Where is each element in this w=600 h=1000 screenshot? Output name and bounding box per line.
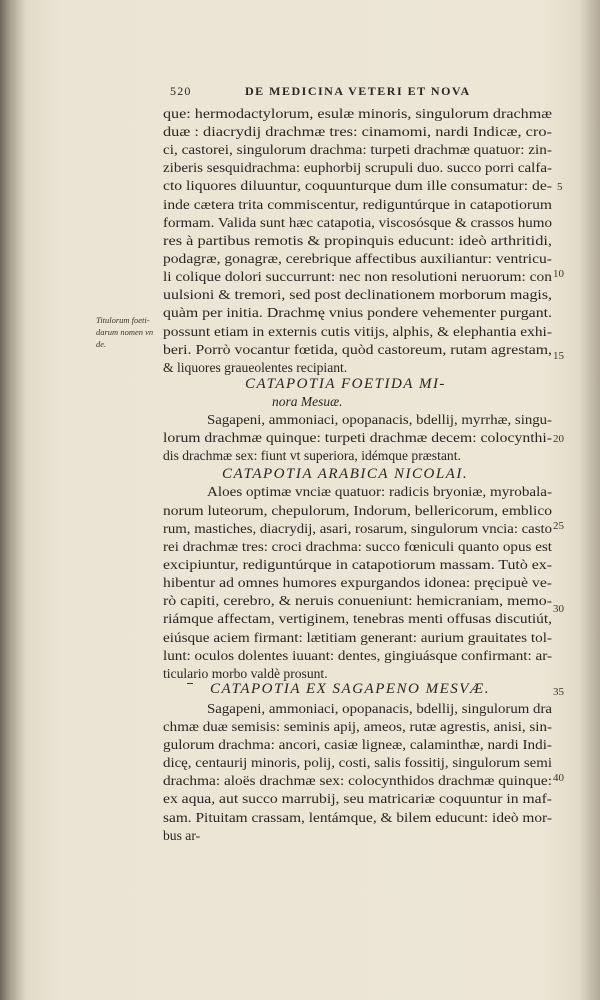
text-line: ticulario morbo valdè prosunt. bbox=[163, 666, 328, 681]
margin-note-line: darum nomen vn bbox=[96, 327, 154, 337]
text-line: quàm per initia. Drachmę vnius pondere vehementer purgant. bbox=[163, 305, 552, 320]
text-line: eiúsque aciem firmant: lætitiam generant: aurium grauitates tol- bbox=[163, 630, 552, 645]
text-line: riámque affectam, vertiginem, tenebras menti offusas discutiút, bbox=[163, 611, 552, 626]
text-line: Sagapeni, ammoniaci, opopanacis, bdellij, singulorum dra bbox=[207, 701, 552, 716]
text-line: chmæ duæ semisis: seminis apij, ameos, rutæ agrestis, anisi, sin- bbox=[163, 719, 552, 734]
text-line: que: hermodactylorum, esulæ minoris, singulorum drachmæ bbox=[163, 106, 552, 121]
page-number: 520 bbox=[170, 84, 192, 98]
line-number: 30 bbox=[553, 603, 564, 615]
line-number: 10 bbox=[553, 268, 564, 280]
text-line: drachma: aloës drachmæ sex: colocynthidos drachmæ quinque: bbox=[163, 773, 552, 788]
section-heading: CATAPOTIA EX SAGAPENO MESVÆ. bbox=[210, 681, 491, 697]
section-heading: CATAPOTIA ARABICA NICOLAI. bbox=[222, 466, 469, 482]
text-line: norum luteorum, chepulorum, Indorum, bellericorum, emblico bbox=[163, 503, 552, 518]
text-line: lorum drachmæ quinque: turpeti drachmæ decem: colocynthi- bbox=[163, 430, 552, 445]
text-line: formam. Valida sunt hæc catapotia, viscosósque & crassos humo bbox=[163, 215, 552, 230]
margin-note-line: de. bbox=[96, 339, 107, 349]
text-line: sam. Pituitam crassam, lentámque, & bilem educunt: ideò mor- bbox=[163, 810, 552, 825]
text-line: & liquores graueolentes recipiant. bbox=[163, 360, 348, 375]
text-line: ziberis sesquidrachma: euphorbij scrupuli duo. succo porri calfa- bbox=[163, 160, 552, 175]
running-title: DE MEDICINA VETERI ET NOVA bbox=[245, 84, 471, 98]
text-line: beri. Porrò vocantur fœtida, quòd castoreum, rutam agrestam, bbox=[163, 342, 552, 357]
text-line: rò capiti, cerebro, & neruis conueniunt: hemicraniam, memo- bbox=[163, 593, 552, 608]
text-line: ex aqua, aut succo marrubij, seu matricariæ coquuntur in maf- bbox=[163, 791, 552, 806]
text-line: excipiuntur, rediguntúrque in catapotiorum massam. Tutò ex- bbox=[163, 557, 552, 572]
text-line: gulorum drachma: ancori, casiæ ligneæ, calaminthæ, nardi Indi- bbox=[163, 737, 552, 752]
text-line: hibentur ad omnes humores expurgandos idonea: pręcipuè ve- bbox=[163, 575, 552, 590]
text-line: lunt: oculos dolentes iuuant: dentes, gingiuásque confirmant: ar- bbox=[163, 648, 552, 663]
text-line: cto liquores diluuntur, coquunturque dum ille consumatur: de- bbox=[163, 178, 552, 193]
line-number: 40 bbox=[553, 772, 564, 784]
section-heading: CATAPOTIA FOETIDA MI- bbox=[245, 376, 446, 392]
text-line: dis drachmæ sex: fiunt vt superiora, idémque præstant. bbox=[163, 448, 461, 463]
section-subheading: nora Mesuæ. bbox=[272, 394, 343, 409]
text-line: bus ar- bbox=[163, 828, 201, 843]
text-line: ci, castorei, singulorum drachma: turpeti drachmæ quatuor: zin- bbox=[163, 142, 552, 157]
text-line: Aloes optimæ vnciæ quatuor: radicis bryoniæ, myrobala- bbox=[207, 484, 552, 499]
text-line: possunt etiam in externis cutis vitijs, alphis, & elephantia exhi- bbox=[163, 324, 552, 339]
text-line: rum, mastiches, diacrydij, asari, rosarum, singulorum vncia: casto bbox=[163, 521, 552, 536]
text-line: uulsioni & tremori, sed post declinationem morborum magis, bbox=[163, 287, 552, 302]
text-line: duæ : diacrydij drachmæ tres: cinamomi, nardi Indicæ, cro- bbox=[163, 124, 552, 139]
text-line: li colique dolori succurrunt: nec non resolutioni neruorum: con bbox=[163, 269, 552, 284]
text-line: rei drachmæ tres: croci drachma: succo fœniculi quanto opus est bbox=[163, 539, 552, 554]
text-line: podagræ, gonagræ, cerebrique affectibus auxiliantur: ventricu- bbox=[163, 251, 552, 266]
margin-note-line: Titulorum foeti- bbox=[96, 315, 150, 325]
line-number: 25 bbox=[553, 520, 564, 532]
line-number: 35 bbox=[553, 686, 564, 698]
line-number: 15 bbox=[553, 350, 564, 362]
text-line: inde cætera trita commiscentur, rediguntúrque in catapotiorum bbox=[163, 197, 552, 212]
line-number: 5 bbox=[557, 181, 563, 193]
text-line: dicę, centaurij minoris, polij, costi, salis fossitij, singulorum semi bbox=[163, 755, 552, 770]
text-line: Sagapeni, ammoniaci, opopanacis, bdellij, myrrhæ, singu- bbox=[207, 412, 552, 427]
line-number: 20 bbox=[553, 433, 564, 445]
text-line: res à partibus remotis & propinquis educunt: ideò arthritidi, bbox=[163, 233, 552, 248]
